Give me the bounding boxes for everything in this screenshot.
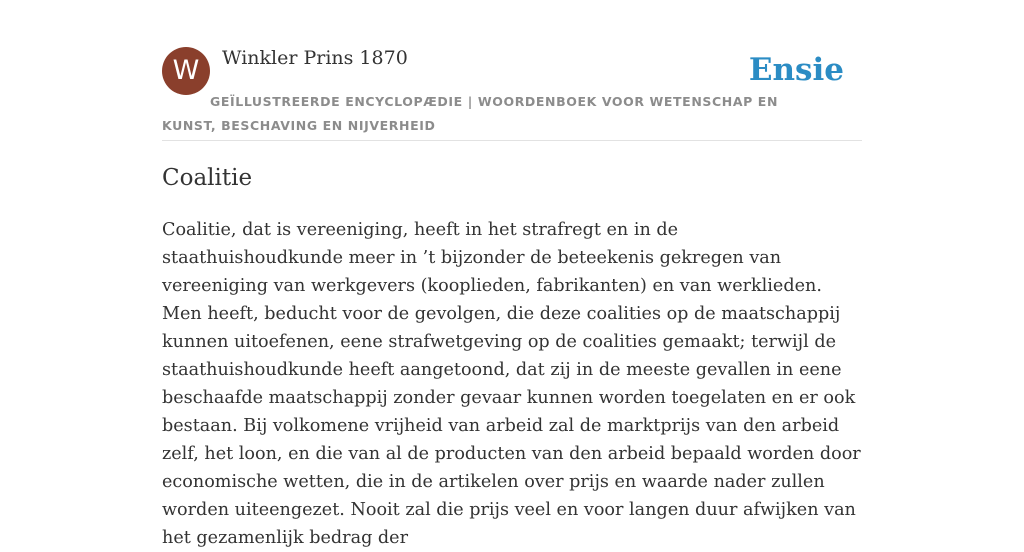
source-subtitle: GEÏLLUSTREERDE ENCYCLOPÆDIE | WOORDENBOEK VOOR WETENSCHAP EN KUNST, BESCHAVING EN NIJVERHEID [162,94,779,133]
source-title-link[interactable]: Winkler Prins 1870 [222,47,408,69]
source-avatar[interactable]: W [162,47,210,95]
ensie-logo[interactable]: Ensie [748,52,844,88]
source-header [162,46,862,141]
article-body: Coalitie, dat is vereeniging, heeft in het strafregt en in de staathuishoudkunde meer in ’t bijzonder de beteekenis gekregen van vereeniging van werkgevers (kooplieden, fabrikanten) en van werklieden. Men heeft, beducht voor de gevolgen, die deze coalities op de maatschappij kunnen uitoefenen, eene strafwetgeving op de coalities gemaakt; terwijl de staathuishoudkunde heeft aangetoond, dat zij in de meeste gevallen in eene beschaafde maatschappij zonder gevaar kunnen worden toegelaten en er ook bestaan. Bij volkomene vrijheid van arbeid zal de marktprijs van den arbeid zelf, het loon, en die van al de producten van den arbeid bepaald worden door economische wetten, die in de artikelen over prijs en waarde nader zullen worden uiteengezet. Nooit zal die prijs veel en voor langen duur afwijken van het gezamenlijk bedrag der [162,220,861,548]
article-title: Coalitie [162,165,253,191]
